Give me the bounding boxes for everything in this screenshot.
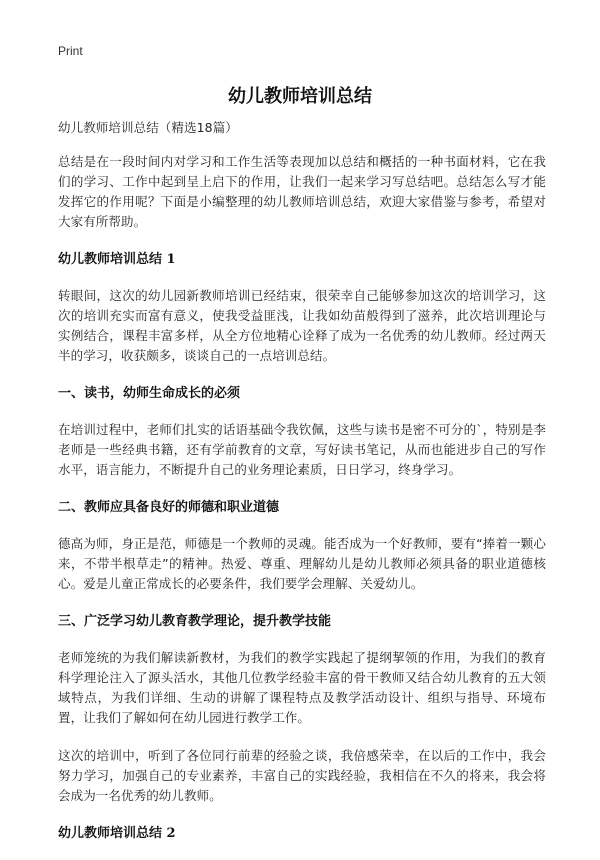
section-1-heading-text: 幼儿教师培训总结: [58, 252, 167, 267]
section-1-paragraph-4: 老师笼统的为我们解读新教材，为我们的教学实践起了提纲挈领的作用，为我们的教育科学理论注入了源头活水，其他几位教学经验丰富的骨干教师又结合幼儿教育的五大领域特点，为我们详细、生动的讲解了课程特点及教学活动设计、组织与指导、环境布置，让我们了解如何在幼儿园进行教学工作。: [58, 650, 546, 725]
section-1-heading-number: 1: [166, 252, 176, 267]
section-2-heading-text: 幼儿教师培训总结: [58, 826, 167, 841]
subheading-theory: 三、广泛学习幼儿教育教学理论，提升教学技能: [58, 614, 332, 629]
section-2-heading-number: 2: [166, 826, 176, 841]
section-2-heading: [58, 824, 546, 844]
section-1-paragraph-2: 在培训过程中，老师们扎实的话语基础令我钦佩，这些与读书是密不可分的`，特别是李老师是一些经典书籍，还有学前教育的文章，写好读书笔记，从而也能进步自己的写作水平，语言能力，不断提升自己的业务理论素质，日日学习，终身学习。: [58, 422, 546, 477]
section-1-heading: [58, 250, 546, 270]
document-body: [58, 118, 546, 860]
section-1-paragraph-1: 转眼间，这次的幼儿园新教师培训已经结束，很荣幸自己能够参加这次的培训学习，这次的培训充实而富有意义，使我受益匪浅，让我如幼苗般得到了滋养，此次培训理论与实例结合，课程丰富多样，从全方位地精心诠释了成为一名优秀的幼儿教师。经过两天半的学习，收获颇多，谈谈自己的一点培训总结。: [58, 288, 546, 363]
document-subtitle: 幼儿教师培训总结（精选18篇）: [58, 120, 238, 135]
print-link[interactable]: Print: [58, 44, 83, 58]
subheading-ethics: 二、教师应具备良好的师德和职业道德: [58, 500, 280, 515]
page-title: 幼儿教师培训总结: [228, 86, 372, 107]
intro-paragraph: 总结是在一段时间内对学习和工作生活等表现加以总结和概括的一种书面材料，它在我们的学习、工作中起到呈上启下的作用，让我们一起来学习写总结吧。总结怎么写才能发挥它的作用呢？下面是小编整理的幼儿教师培训总结，欢迎大家借鉴与参考，希望对大家有所帮助。: [58, 154, 546, 229]
subheading-reading: 一、读书，幼师生命成长的必须: [58, 386, 241, 401]
section-1-paragraph-3: 德高为师，身正是范，师德是一个教师的灵魂。能否成为一个好教师，要有“捧着一颗心来，不带半根草走”的精神。热爱、尊重、理解幼儿是幼儿教师必须具备的职业道德核心。爱是儿童正常成长的必要条件，我们要学会理解、关爱幼儿。: [58, 536, 546, 591]
section-1-paragraph-5: 这次的培训中，听到了各位同行前辈的经验之谈，我倍感荣幸，在以后的工作中，我会努力学习，加强自己的专业素养，丰富自己的实践经验，我相信在不久的将来，我会将会成为一名优秀的幼儿教师。: [58, 748, 546, 803]
